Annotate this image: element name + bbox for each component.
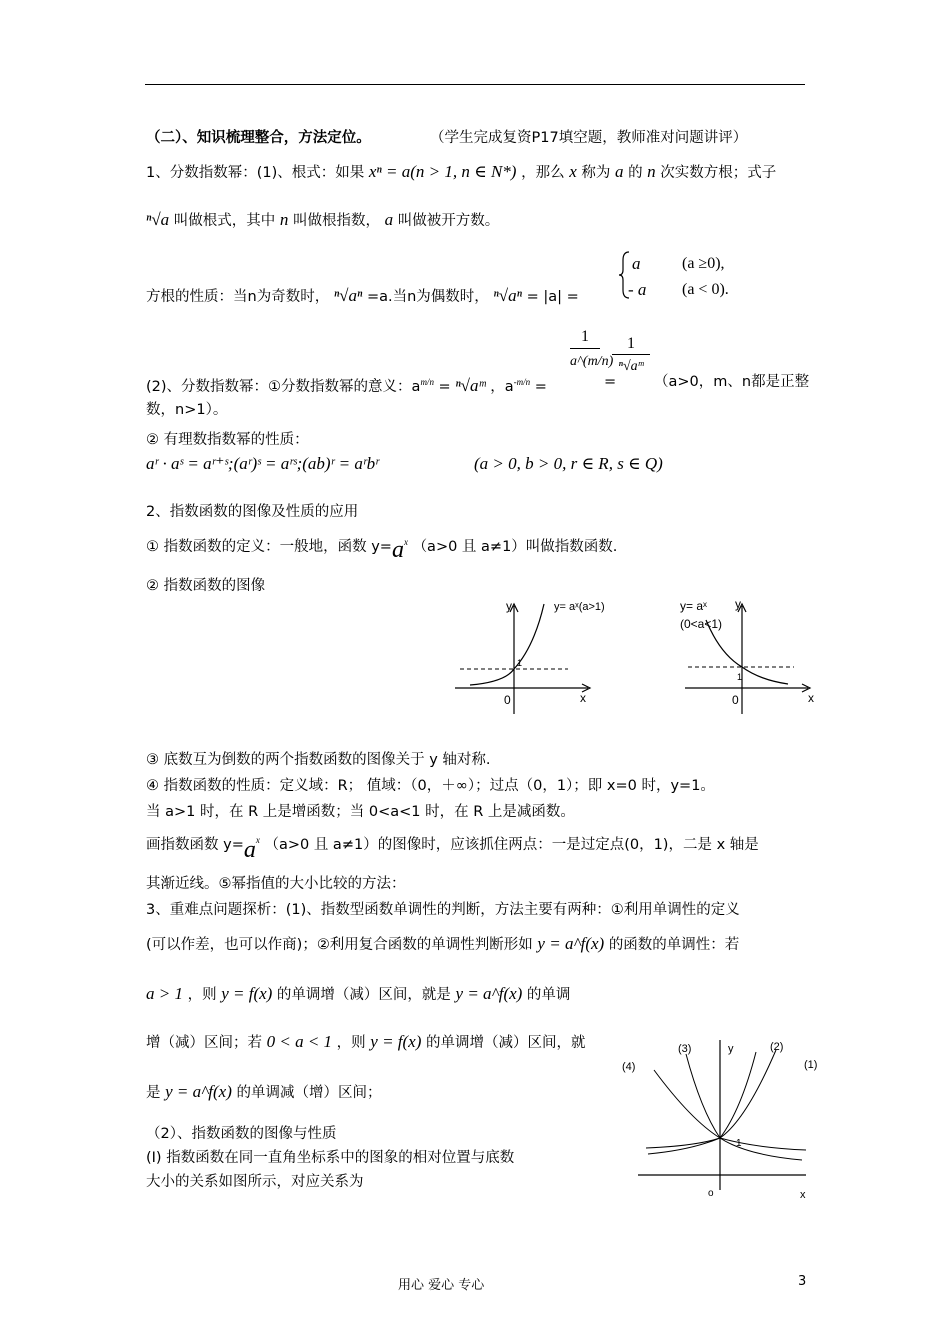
- curve-4: [654, 1070, 806, 1150]
- composite-formula: y = a^f(x): [455, 984, 523, 1003]
- relative-position-note: (Ⅰ) 指数函数在同一直角坐标系中的图象的相对位置与底数: [146, 1150, 515, 1166]
- text: ，则: [187, 987, 217, 1003]
- exponent-x: x: [255, 835, 260, 845]
- label-2: (2): [770, 1041, 784, 1053]
- exp-definition-tail: （a>0 且 a≠1）叫做指数函数.: [412, 538, 618, 555]
- case-1-expression: a: [632, 254, 641, 273]
- root-a-m: ⁿ√aᵐ: [455, 375, 486, 395]
- y-label: y: [735, 597, 741, 611]
- para-4-tail: （a>0，m、n都是正整: [654, 374, 810, 390]
- graph-increasing: [450, 592, 630, 734]
- label-4: (4): [622, 1061, 636, 1073]
- y-label: y: [728, 1043, 734, 1055]
- radical-expression: ⁿ√a: [146, 210, 170, 229]
- condition-a-lt-1: 0 < a < 1: [266, 1032, 333, 1051]
- case-a-gt-1-line: [146, 984, 570, 1005]
- para-1: [146, 162, 776, 183]
- monotonicity-note: 当 a>1 时，在 R 上是增函数；当 0<a<1 时，在 R 上是减函数。: [146, 804, 575, 820]
- fraction-2-denominator: ⁿ√aᵐ: [618, 359, 644, 374]
- composite-method-tail: 的函数的单调性：若: [608, 937, 740, 953]
- var-n: n: [647, 162, 656, 181]
- graph-label: ② 指数函数的图像: [146, 578, 266, 594]
- text: 的单调增（减）区间，就是: [276, 987, 451, 1003]
- fraction-1-denominator: a^(m/n): [570, 354, 614, 369]
- drawing-tip-tail: （a>0 且 a≠1）的图像时，应该抓住两点：一是过定点(0，1)，二是 x 轴是: [264, 836, 759, 853]
- text: 的单调: [526, 987, 571, 1003]
- fractional-exponent-label: (2)、分数指数幂：①分数指数幂的意义：a: [146, 378, 421, 395]
- origin-label: o: [708, 1188, 714, 1199]
- para-2-text: 叫做根式，其中: [173, 213, 276, 229]
- equals: =: [438, 378, 451, 395]
- fraction-1: [570, 326, 614, 375]
- para-1-text: 称为: [581, 165, 611, 181]
- page-footer: 用心 爱心 专心: [398, 1278, 485, 1293]
- exp-definition-line: [146, 532, 618, 563]
- composite-formula: y = a^f(x): [537, 934, 605, 953]
- exponent-rules-condition: (a > 0, b > 0, r ∈ R, s ∈ Q): [474, 454, 663, 473]
- drawing-tip-lead: 画指数函数 y=: [146, 836, 244, 853]
- case-1-condition: (a ≥0),: [682, 255, 725, 272]
- equals: =: [534, 378, 547, 395]
- base-a: a: [391, 536, 404, 563]
- odd-root-expression: ⁿ√aⁿ: [333, 286, 363, 305]
- asymptote-note: 其渐近线。⑤幂指值的大小比较的方法：: [146, 876, 406, 892]
- section-note: （学生完成复资P17填空题，教师准对问题讲评）: [430, 130, 748, 146]
- rational-exponent-label: ② 有理数指数幂的性质：: [146, 432, 309, 448]
- para-1-text: 的: [628, 165, 643, 181]
- even-root-expression: ⁿ√aⁿ: [493, 286, 522, 305]
- para-4: [146, 372, 547, 397]
- key-problem-intro: 3、重难点问题探析：(1)、指数型函数单调性的判断，方法主要有两种：①利用单调性的定义: [146, 902, 740, 918]
- x-label: x: [800, 1189, 806, 1201]
- text: 的单调减（增）区间；: [236, 1085, 382, 1101]
- graph-decreasing: [680, 592, 830, 734]
- separator: ，a: [490, 378, 514, 395]
- root-property-label: 方根的性质：当n为奇数时，: [146, 289, 330, 305]
- label-1: (1): [804, 1059, 818, 1071]
- var-a: a: [384, 210, 394, 229]
- header-rule: [145, 84, 805, 85]
- var-a: a: [614, 162, 624, 181]
- function-f: y = f(x): [370, 1032, 422, 1051]
- para-2-text: 叫做根指数，: [293, 213, 381, 229]
- equals: =: [604, 374, 617, 390]
- section-heading: （二）、知识梳理整合，方法定位。: [146, 130, 371, 146]
- var-n: n: [279, 210, 289, 229]
- fraction-2: [612, 334, 650, 379]
- exponent-m-over-n: m/n: [420, 377, 434, 387]
- decrease-interval-line: [146, 1082, 382, 1103]
- curve-1: [646, 1050, 776, 1148]
- para-3: [146, 286, 579, 307]
- base-a: a: [243, 836, 256, 863]
- section-2-title: 2、指数函数的图像及性质的应用: [146, 504, 359, 520]
- composite-method-lead: (可以作差，也可以作商)；②利用复合函数的单调性判断形如: [146, 937, 533, 953]
- origin-label: 0: [732, 693, 739, 707]
- composite-method-line: [146, 934, 739, 955]
- text: ，则: [336, 1035, 366, 1051]
- para-1-text: ，那么: [521, 165, 565, 181]
- odd-root-value: =a.当n为偶数时，: [366, 289, 489, 305]
- x-label: x: [580, 691, 586, 705]
- para-2: [146, 210, 499, 231]
- para-4-tail-2: 数，n>1）。: [146, 402, 228, 418]
- function-f: y = f(x): [221, 984, 273, 1003]
- graph-properties-title: （2）、指数函数的图像与性质: [146, 1126, 337, 1142]
- curve-label: y= aˣ(a>1): [554, 601, 605, 613]
- curve-condition: (0<a<1): [680, 617, 723, 631]
- condition-a-gt-1: a > 1: [146, 984, 183, 1003]
- para-1-tail: 次实数方根；式子: [660, 165, 777, 181]
- relation-note: 大小的关系如图所示，对应关系为: [146, 1174, 364, 1190]
- curve-a-gt-1: [470, 604, 544, 685]
- y-label: y: [506, 599, 512, 613]
- var-x: x: [569, 162, 577, 181]
- label-3: (3): [678, 1043, 692, 1055]
- root-definition-formula: xⁿ = a(n > 1, n ∈ N*): [368, 162, 517, 181]
- text: 增（减）区间；若: [146, 1035, 262, 1051]
- composite-formula: y = a^f(x): [165, 1082, 232, 1101]
- fraction-1-numerator: 1: [570, 326, 600, 349]
- text: 是: [146, 1085, 161, 1101]
- one-label: 1: [737, 672, 743, 682]
- exponent-neg-m-over-n: -m/n: [513, 377, 531, 387]
- one-label: 1: [517, 658, 523, 668]
- exponent-rules-formula: aʳ · aˢ = aʳ⁺ˢ;(aʳ)ˢ = aʳˢ;(ab)ʳ = aʳbʳ: [146, 454, 379, 473]
- drawing-tip: [146, 830, 759, 863]
- origin-label: 0: [504, 693, 511, 707]
- case-2-expression: - a: [628, 280, 647, 299]
- symmetry-note: ③ 底数互为倒数的两个指数函数的图像关于 y 轴对称.: [146, 752, 491, 768]
- graph-four-curves: [616, 1030, 826, 1204]
- curve-label: y= aˣ: [680, 599, 707, 613]
- one-label: 1: [736, 1138, 742, 1149]
- exp-properties: ④ 指数函数的性质：定义域：R； 值域：（0，＋∞）；过点（0，1）；即 x=0 时，y=1。: [146, 778, 715, 794]
- text: 的单调增（减）区间，就: [426, 1035, 586, 1051]
- exponent-x: x: [403, 537, 408, 547]
- para-1-lead: 1、分数指数幂：(1)、根式：如果: [146, 165, 365, 181]
- exp-definition-lead: ① 指数函数的定义：一般地，函数 y=: [146, 538, 392, 555]
- fraction-2-numerator: 1: [612, 334, 650, 355]
- abs-value: = |a| =: [526, 289, 579, 305]
- case-a-lt-1-line: [146, 1032, 586, 1053]
- para-2-text: 叫做被开方数。: [397, 213, 500, 229]
- page-number: 3: [798, 1274, 807, 1289]
- x-label: x: [808, 691, 814, 705]
- case-2-condition: (a < 0).: [682, 281, 729, 298]
